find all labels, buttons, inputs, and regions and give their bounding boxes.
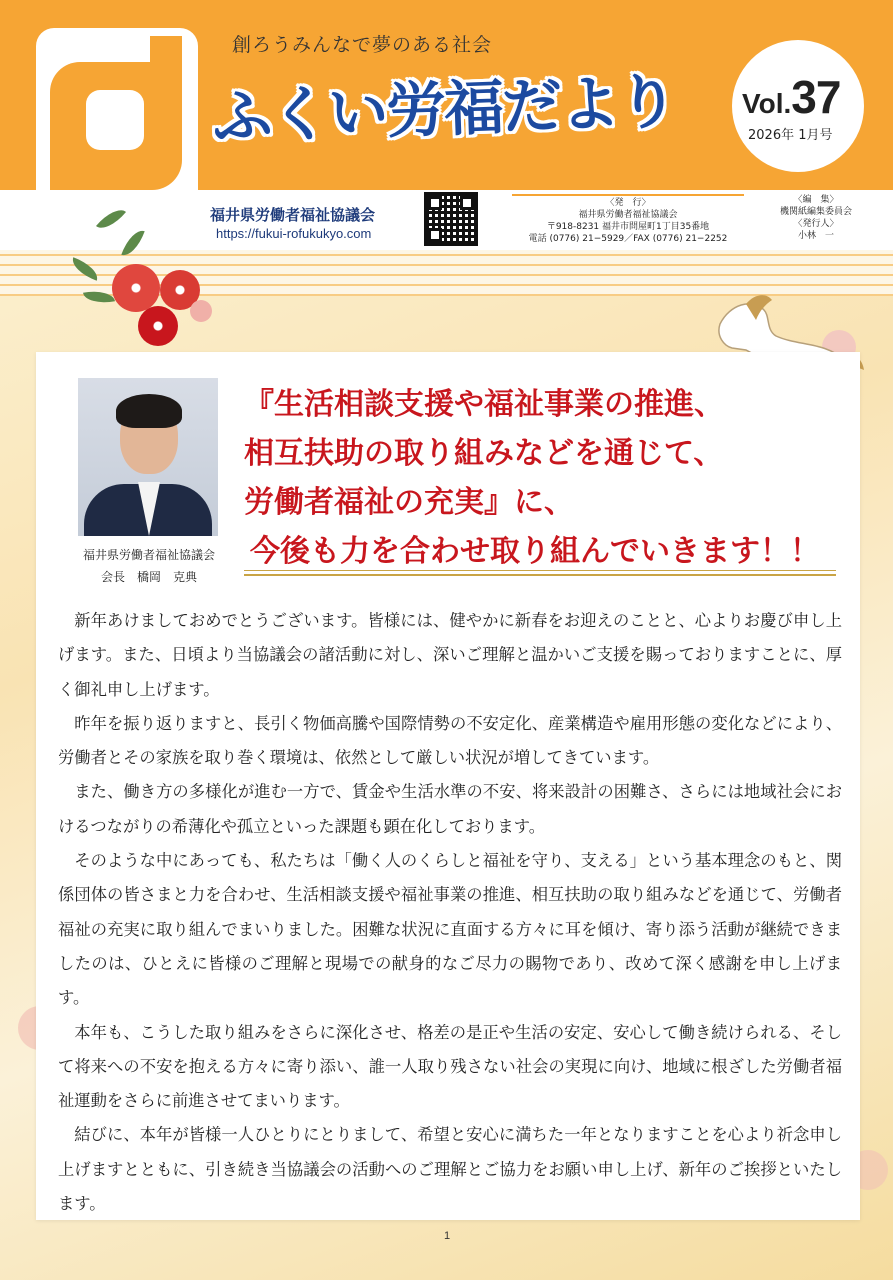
issuer-label: 〈発 行〉 xyxy=(512,194,744,209)
headline-line: 今後も力を合わせ取り組んでいきます！！ xyxy=(250,534,820,569)
article-headline xyxy=(244,380,820,576)
body-paragraph: 新年あけましておめでとうございます。皆様には、健やかに新春をお迎えのことと、心よりお慶び申し上げます。また、日頃より当協議会の諸活動に対し、深いご理解と温かいご支援を賜っておりますことに、厚く御礼申し上げます。 xyxy=(58,611,842,699)
body-paragraph: 昨年を振り返りますと、長引く物価高騰や国際情勢の不安定化、産業構造や雇用形態の変化などにより、労働者とその家族を取り巻く環境は、依然として厳しい状況が増してきています。 xyxy=(58,713,842,768)
headline-line: 『生活相談支援や福祉事業の推進、 xyxy=(244,387,724,422)
editor-label: 〈編 集〉 xyxy=(793,195,839,205)
flower-icon xyxy=(112,264,160,312)
editor-block xyxy=(756,194,876,242)
issuer-block xyxy=(512,194,744,245)
headline-line: 労働者福祉の充実』に、 xyxy=(244,485,574,520)
issuer-address: 〒918-8231 福井市問屋町1丁目35番地 xyxy=(546,222,710,232)
newsletter-title: ふくい労福だより xyxy=(211,66,678,154)
org-name: 福井県労働者福祉協議会 xyxy=(210,206,376,224)
page-number: 1 xyxy=(443,1230,451,1242)
logo-mark-icon xyxy=(36,28,198,190)
logo xyxy=(36,28,198,190)
photo-caption-name: 会長 橋岡 克典 xyxy=(100,570,197,584)
body-paragraph: そのような中にあっても、私たちは「働く人のくらしと福祉を守り、支える」という基本理念のもと、関係団体の皆さまと力を合わせ、生活相談支援や福祉事業の推進、相互扶助の取り組みなどを通じて、労働者福祉の充実に取り組んでまいりました。困難な状況に直面する方々に耳を傾け、寄り添う活動が継続できましたのは、ひとえに皆様のご理解と現場での献身的なご尽力の賜物であり、改めて深く感謝を申し上げます。 xyxy=(58,851,842,1008)
issue-date: 2026年 1月号 xyxy=(748,128,833,143)
flower-icon xyxy=(190,300,212,322)
issuer-name: 福井県労働者福祉協議会 xyxy=(578,210,678,220)
website-link[interactable]: https://fukui-rofukukyo.com xyxy=(216,226,372,241)
qr-code-icon[interactable] xyxy=(424,192,478,246)
publisher-label: 〈発行人〉 xyxy=(793,219,839,229)
chairman-photo xyxy=(78,378,218,536)
volume-prefix: Vol. xyxy=(742,88,792,119)
flower-icon xyxy=(138,306,178,346)
headline-line: 相互扶助の取り組みなどを通じて、 xyxy=(244,436,724,471)
volume-number: 37 xyxy=(791,71,841,123)
body-paragraph: 結びに、本年が皆様一人ひとりにとりまして、希望と安心に満ちた一年となりますことを心より祈念申し上げますとともに、引き続き当協議会の活動へのご理解とご協力をお願い申し上げ、新年のご挨拶といたします。 xyxy=(58,1125,842,1214)
body-paragraph: 本年も、こうした取り組みをさらに深化させ、格差の是正や生活の安定、安心して働き続けられる、そして将来への不安を抱える方々に寄り添い、誰一人取り残さない社会の実現に向け、地域に根ざした労働者福祉運動をさらに前進させてまいります。 xyxy=(58,1022,842,1111)
tagline: 創ろうみんなで夢のある社会 xyxy=(232,34,493,56)
editor-name: 機関紙編集委員会 xyxy=(779,207,852,217)
body-paragraph: また、働き方の多様化が進む一方で、賃金や生活水準の不安、将来設計の困難さ、さらには地域社会におけるつながりの希薄化や孤立といった課題も顕在化しております。 xyxy=(58,782,842,836)
publisher-name: 小林 一 xyxy=(797,231,834,241)
volume-label xyxy=(742,70,840,124)
headline-divider xyxy=(244,570,836,576)
photo-caption-org: 福井県労働者福祉協議会 xyxy=(82,548,215,562)
issuer-contact: 電話 (0776) 21−5929／FAX (0776) 21−2252 xyxy=(528,234,728,244)
article-body xyxy=(58,604,842,1221)
